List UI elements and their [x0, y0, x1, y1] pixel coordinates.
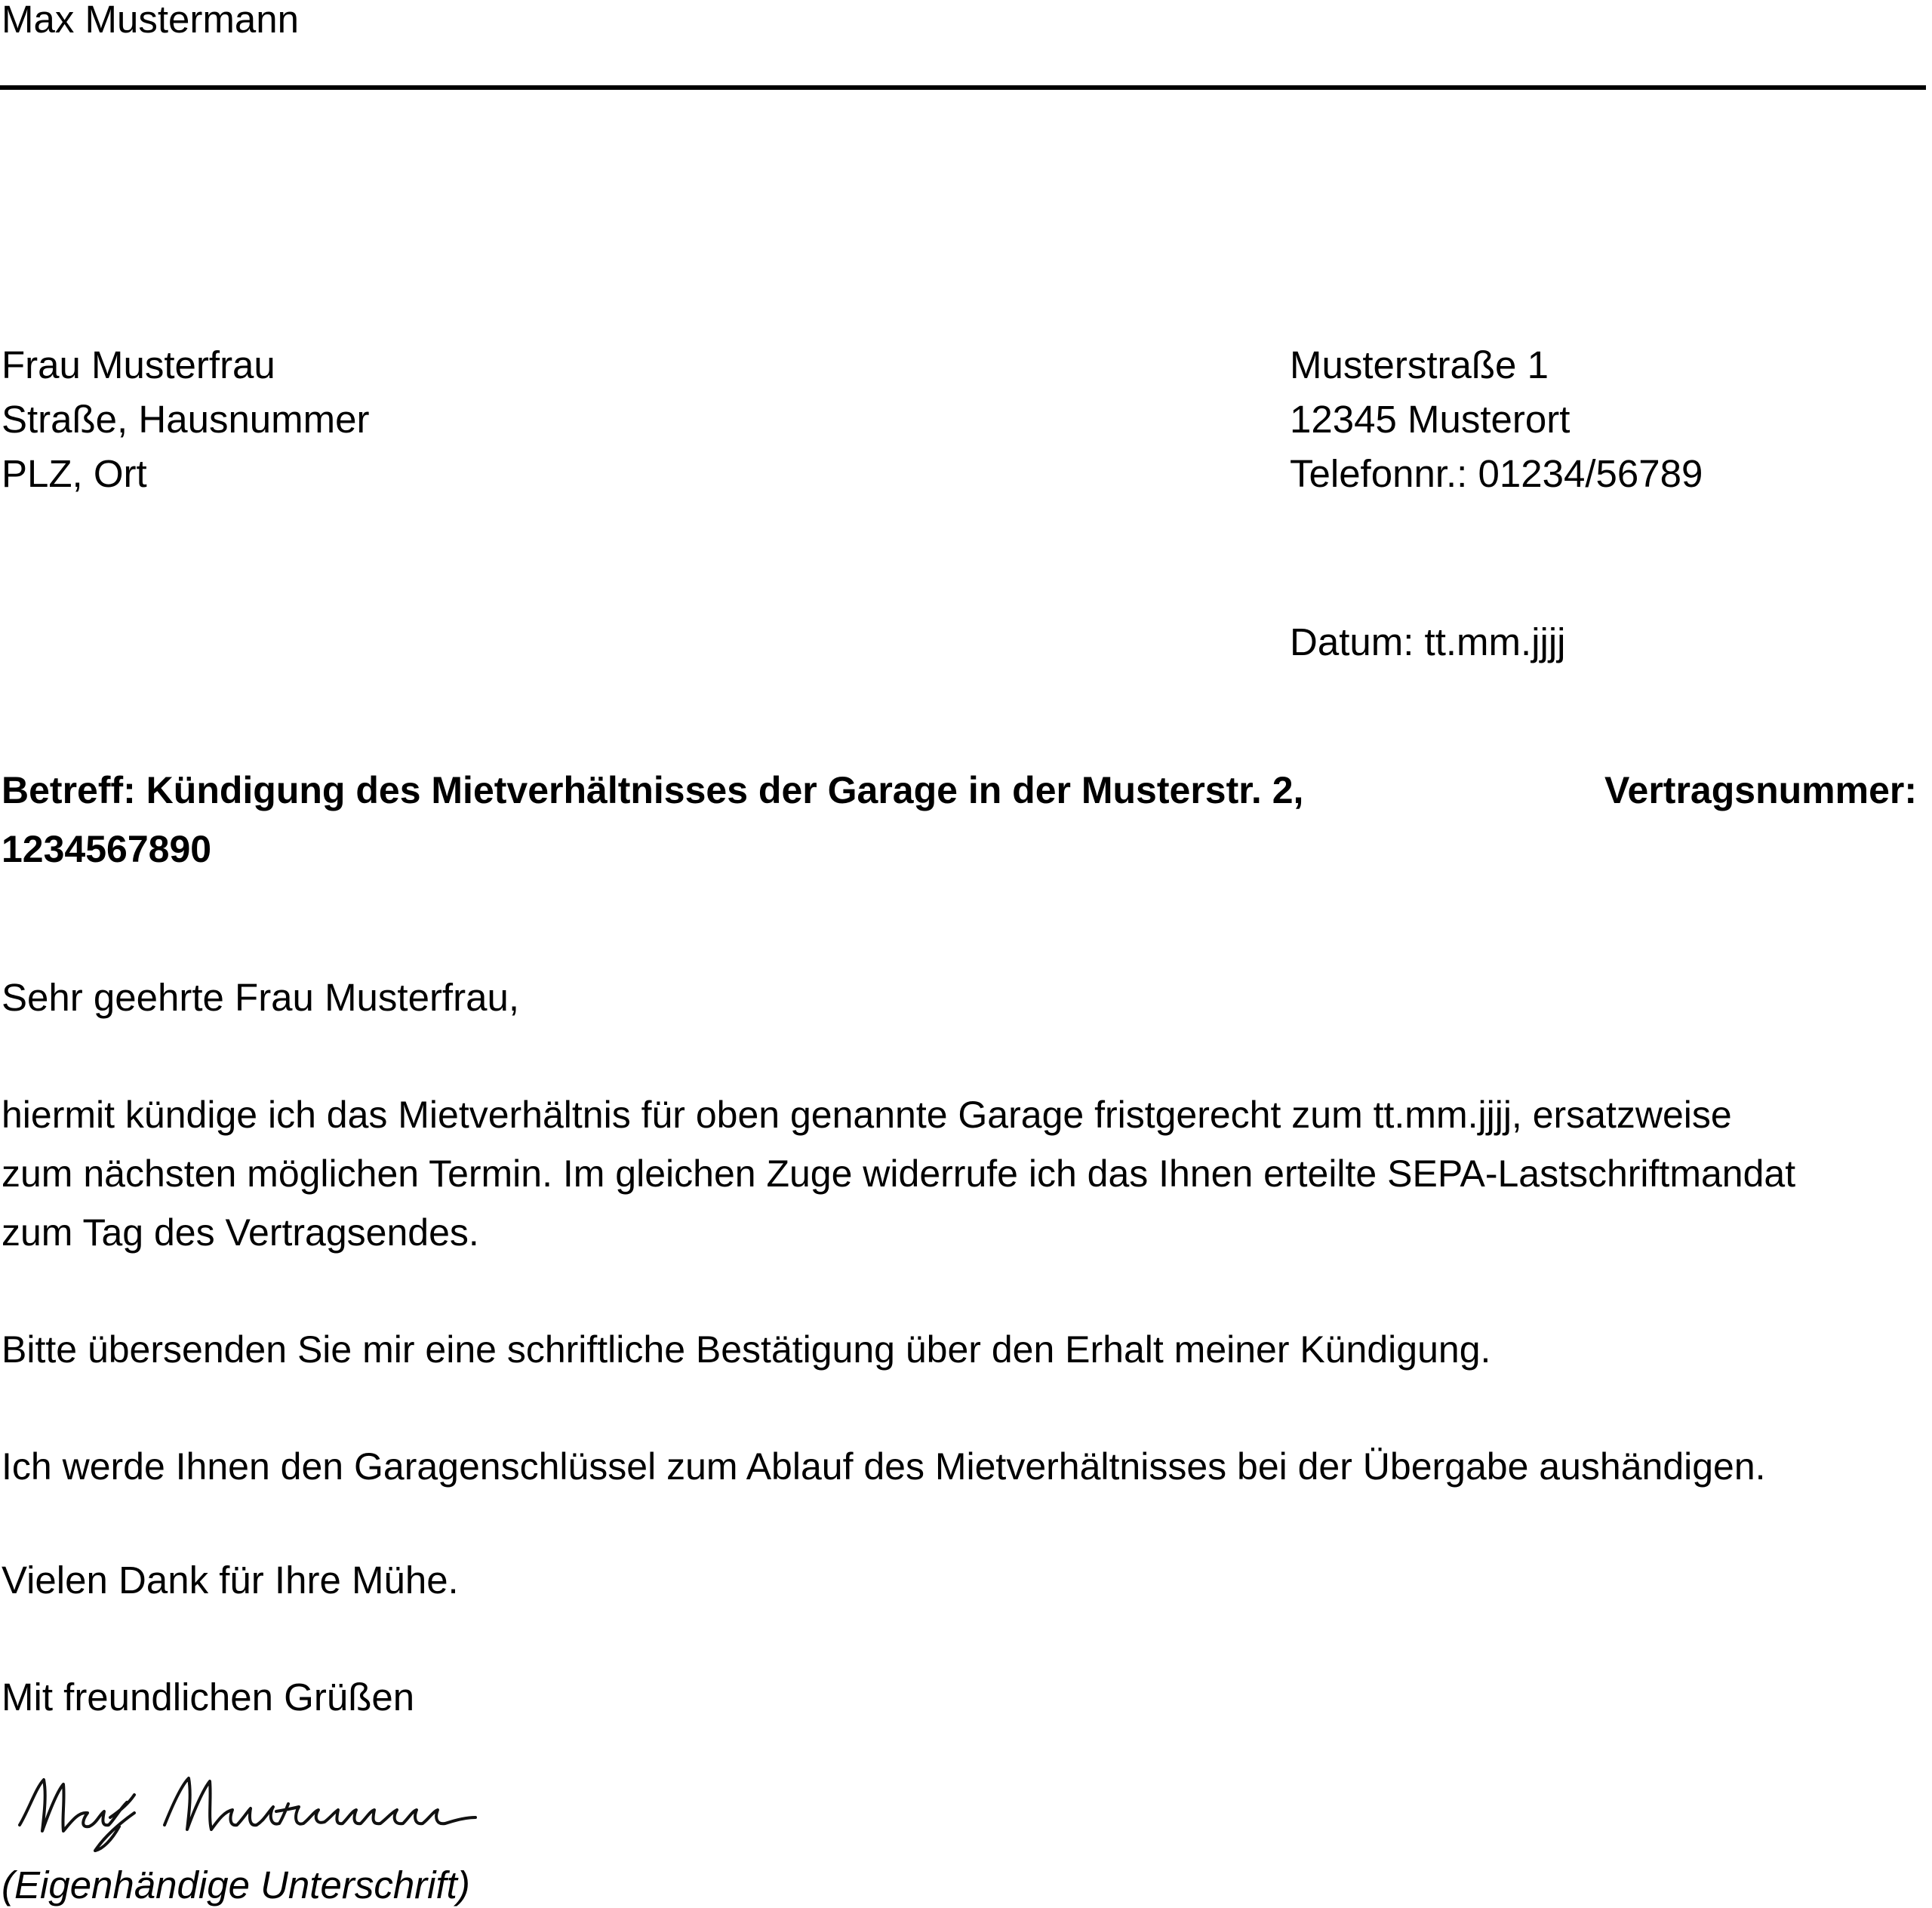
recipient-street: Straße, Hausnummer	[2, 398, 370, 441]
signature-caption: (Eigenhändige Unterschrift)	[2, 1863, 470, 1906]
body-paragraph-3: Ich werde Ihnen den Garagenschlüssel zum Ablauf des Mietverhältnisses bei der Übergabe aushändigen.	[2, 1445, 1766, 1488]
header-divider	[0, 85, 1926, 90]
contract-label: Vertragsnummer:	[1604, 769, 1917, 811]
sender-city: 12345 Musterort	[1290, 398, 1571, 441]
body-paragraph-2: Bitte übersenden Sie mir eine schriftliche Bestätigung über den Erhalt meiner Kündigung.	[2, 1328, 1491, 1371]
handwritten-signature	[14, 1765, 497, 1855]
body-line: zum nächsten möglichen Termin. Im gleichen Zuge widerrufe ich das Ihnen erteilte SEPA-Lastschriftmandat	[2, 1152, 1796, 1195]
contract-number: 1234567890	[2, 828, 212, 870]
body-line: zum Tag des Vertragsendes.	[2, 1211, 479, 1254]
letter-date: Datum: tt.mm.jjjj	[1290, 620, 1566, 663]
salutation: Sehr geehrte Frau Musterfrau,	[2, 976, 519, 1019]
body-line: hiermit kündige ich das Mietverhältnis für oben genannte Garage fristgerecht zum tt.mm.jjjj, ersatzweise	[2, 1094, 1732, 1136]
recipient-name: Frau Musterfrau	[2, 343, 275, 386]
sender-street: Musterstraße 1	[1290, 343, 1549, 386]
recipient-city: PLZ, Ort	[2, 452, 147, 495]
closing: Mit freundlichen Grüßen	[2, 1676, 415, 1719]
sender-phone: Telefonnr.: 01234/56789	[1290, 452, 1703, 495]
body-paragraph-4: Vielen Dank für Ihre Mühe.	[2, 1559, 459, 1602]
sender-name-header: Max Mustermann	[2, 0, 299, 41]
subject-line: Betreff: Kündigung des Mietverhältnisses der Garage in der Musterstr. 2,	[2, 769, 1304, 811]
